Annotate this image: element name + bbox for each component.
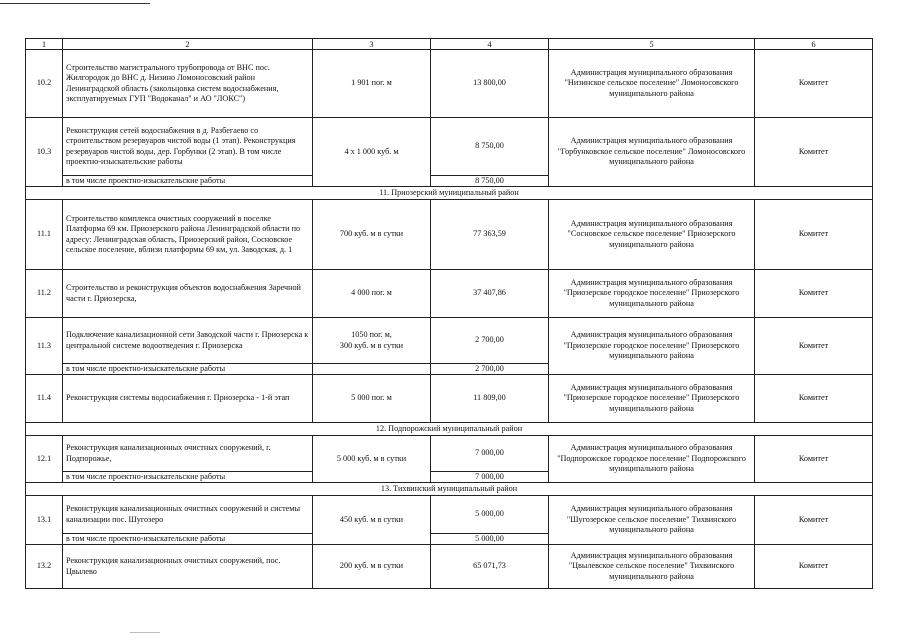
- row-description: Строительство магистрального трубопровода от ВНС пос. Жилгородок до ВНС д. Низино Ломоносовский район Ленинградской область (закольцовка систем водоснабжения, эксплуатируемых ГУП "Водоканал" и АО "ЛОКС"): [63, 50, 313, 118]
- table-row: [26, 50, 873, 118]
- subtotal-label: в том числе проектно-изыскательские работы: [63, 176, 313, 187]
- row-executor: Комитет: [755, 545, 873, 589]
- row-owner: Администрация муниципального образования "Шугозерское сельское поселение" Тихвинского муниципального района: [549, 496, 755, 545]
- row-owner: Администрация муниципального образования "Приозерское городское поселение" Приозерского муниципального района: [549, 375, 755, 423]
- row-number: 10.2: [26, 50, 63, 118]
- row-executor: Комитет: [755, 118, 873, 187]
- row-executor: Комитет: [755, 50, 873, 118]
- row-amount: 8 750,00: [431, 118, 549, 176]
- row-amount: 37 407,86: [431, 270, 549, 318]
- table-row: [26, 270, 873, 318]
- row-description: Подключение канализационной сети Заводской части г. Приозерска к центральной системе водоотведения г. Приозерска: [63, 318, 313, 364]
- row-number: 11.2: [26, 270, 63, 318]
- row-capacity: 450 куб. м в сутки: [313, 496, 431, 545]
- row-owner: Администрация муниципального образования "Цвылевское сельское поселение" Тихвинского муниципального района: [549, 545, 755, 589]
- top-rule: [0, 3, 150, 4]
- row-executor: Комитет: [755, 375, 873, 423]
- row-description: Строительство комплекса очистных сооружений в поселке Платформа 69 км. Приозерского района Ленинградской области по адресу: Ленинградская область, Приозерский район, Сосновское сельское поселение, вблизи платформы 69 км, ул. Заводская, д. 1: [63, 200, 313, 270]
- row-description: Реконструкция канализационных очистных сооружений, г. Подпорожье,: [63, 436, 313, 472]
- row-capacity: 4 x 1 000 куб. м: [313, 118, 431, 187]
- row-capacity: 5 000 пог. м: [313, 375, 431, 423]
- region-title: 11. Приозерский муниципальный район: [26, 187, 873, 200]
- row-owner: Администрация муниципального образования "Низинское сельское поселение" Ломоносовского муниципального района: [549, 50, 755, 118]
- row-owner: Администрация муниципального образования "Приозерское городское поселение" Приозерского муниципального района: [549, 270, 755, 318]
- row-number: 13.1: [26, 496, 63, 545]
- row-capacity: 700 куб. м в сутки: [313, 200, 431, 270]
- capacity-line: 300 куб. м в сутки: [339, 340, 404, 350]
- table-row: [26, 436, 873, 472]
- row-description: Реконструкция системы водоснабжения г. Приозерска - 1-й этап: [63, 375, 313, 423]
- subtotal-label: в том числе проектно-изыскательские работы: [63, 534, 313, 545]
- row-amount: 5 000,00: [431, 496, 549, 534]
- header-cell: 6: [755, 39, 873, 50]
- row-amount: 65 071,73: [431, 545, 549, 589]
- row-amount: 13 800,00: [431, 50, 549, 118]
- table-row: [26, 118, 873, 176]
- capacity-line: 1050 пог. м,: [351, 330, 392, 339]
- subtotal-amount: 5 000,00: [431, 534, 549, 545]
- header-cell: 2: [63, 39, 313, 50]
- table-row: [26, 545, 873, 589]
- row-amount: 77 363,59: [431, 200, 549, 270]
- row-number: 10.3: [26, 118, 63, 187]
- row-capacity: 200 куб. м в сутки: [313, 545, 431, 589]
- header-cell: 4: [431, 39, 549, 50]
- row-number: 11.4: [26, 375, 63, 423]
- row-amount: 11 809,00: [431, 375, 549, 423]
- row-amount: 7 000,00: [431, 436, 549, 472]
- row-owner: Администрация муниципального образования "Подпорожское городское поселение" Подпорожского муниципального района: [549, 436, 755, 483]
- subtotal-empty: [313, 364, 431, 375]
- row-number: 12.1: [26, 436, 63, 483]
- row-description: Реконструкция канализационных очистных сооружений, пос. Цвылево: [63, 545, 313, 589]
- region-title: 13. Тихвинский муниципальный район: [26, 483, 873, 496]
- row-capacity: 1 901 пог. м: [313, 50, 431, 118]
- row-amount: 2 700,00: [431, 318, 549, 364]
- row-number: 13.2: [26, 545, 63, 589]
- table-row: [26, 375, 873, 423]
- row-owner: Администрация муниципального образования "Горбунковское сельское поселение" Ломоносовского муниципального района: [549, 118, 755, 187]
- table-row: [26, 200, 873, 270]
- row-executor: Комитет: [755, 496, 873, 545]
- row-number: 11.1: [26, 200, 63, 270]
- region-row: [26, 423, 873, 436]
- subtotal-amount: 7 000,00: [431, 472, 549, 483]
- subtotal-amount: 8 750,00: [431, 176, 549, 187]
- row-capacity: 5 000 куб. м в сутки: [313, 436, 431, 483]
- row-executor: Комитет: [755, 318, 873, 375]
- row-owner: Администрация муниципального образования "Приозерское городское поселение" Приозерского муниципального района: [549, 318, 755, 375]
- row-owner: Администрация муниципального образования "Сосновское сельское поселение" Приозерского муниципального района: [549, 200, 755, 270]
- header-cell: 3: [313, 39, 431, 50]
- table-row: [26, 496, 873, 534]
- region-row: [26, 187, 873, 200]
- row-description: Реконструкция сетей водоснабжения в д. Разбегаево со строительством резервуаров чистой воды (1 этап). Реконструкция резервуаров чистой воды, дер. Горбунки (2 этап). В том числе проектно-изыскательские работы: [63, 118, 313, 176]
- header-cell: 5: [549, 39, 755, 50]
- row-description: Реконструкция канализационных очистных сооружений и системы канализации пос. Шугозеро: [63, 496, 313, 534]
- row-executor: Комитет: [755, 270, 873, 318]
- row-executor: Комитет: [755, 436, 873, 483]
- investment-table: [25, 38, 873, 589]
- row-description: Строительство и реконструкция объектов водоснабжения Заречной части г. Приозерска,: [63, 270, 313, 318]
- row-capacity: [313, 318, 431, 364]
- subtotal-label: в том числе проектно-изыскательские работы: [63, 472, 313, 483]
- header-row: [26, 39, 873, 50]
- subtotal-amount: 2 700,00: [431, 364, 549, 375]
- bottom-mark: [130, 632, 160, 633]
- region-row: [26, 483, 873, 496]
- region-title: 12. Подпорожский муниципальный район: [26, 423, 873, 436]
- row-number: 11.3: [26, 318, 63, 375]
- header-cell: 1: [26, 39, 63, 50]
- table-row: [26, 318, 873, 364]
- row-capacity: 4 000 пог. м: [313, 270, 431, 318]
- subtotal-label: в том числе проектно-изыскательские работы: [63, 364, 313, 375]
- row-executor: Комитет: [755, 200, 873, 270]
